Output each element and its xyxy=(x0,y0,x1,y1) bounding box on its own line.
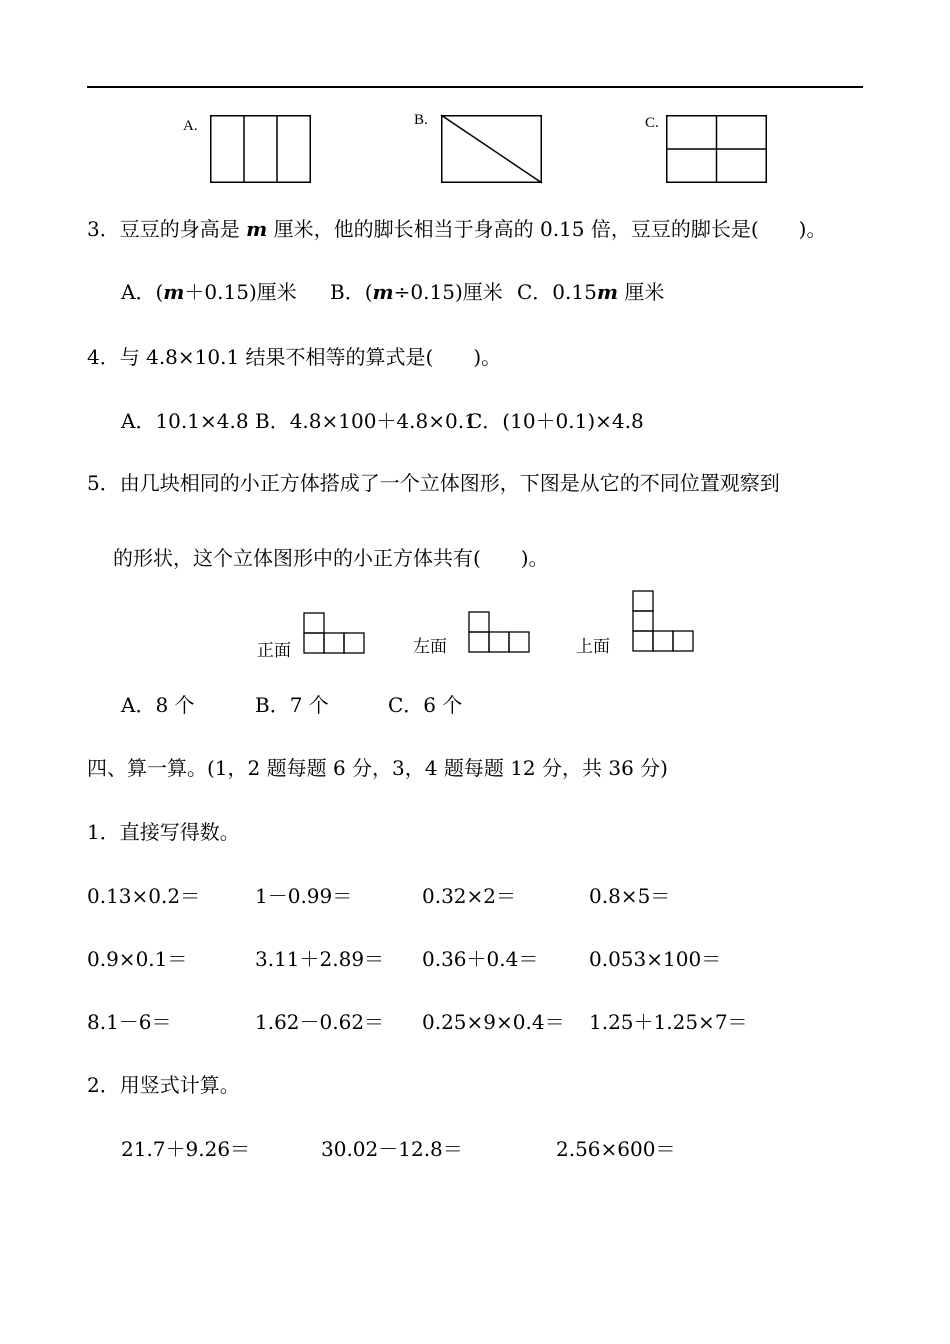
calc1-item: 1.25＋1.25×7＝ xyxy=(589,1010,748,1034)
q3-stem xyxy=(87,213,826,242)
q3-opt-b-post: ÷0.15)厘米 xyxy=(393,280,503,304)
calc1-item: 1－0.99＝ xyxy=(255,884,353,908)
q3-opt-a-post: ＋0.15)厘米 xyxy=(184,280,297,304)
calc2-title: 用竖式计算。 xyxy=(119,1073,240,1097)
q3-option-a xyxy=(121,276,297,305)
calc1-item: 3.11＋2.89＝ xyxy=(255,947,385,971)
calc1-item: 0.36＋0.4＝ xyxy=(422,947,539,971)
calc2-item: 21.7＋9.26＝ xyxy=(121,1137,251,1161)
q3-opt-b-pre: B．( xyxy=(330,280,373,304)
q5-stem-text1: 由几块相同的小正方体搭成了一个立体图形，下图是从它的不同位置观察到 xyxy=(119,471,780,495)
q4-option-b: B．4.8×100＋4.8×0.1 xyxy=(255,409,477,433)
q3-opt-c-post: 厘米 xyxy=(618,280,665,304)
calc1-title: 直接写得数。 xyxy=(119,820,240,844)
figure-a-rect-thirds xyxy=(210,115,311,183)
q3-opt-a-pre: A．( xyxy=(121,280,164,304)
view-left-label: 左面 xyxy=(413,637,447,657)
calc2-item: 2.56×600＝ xyxy=(556,1137,676,1161)
calc1-item: 1.62－0.62＝ xyxy=(255,1010,385,1034)
view-front-figure xyxy=(303,612,365,655)
q3-option-b xyxy=(330,276,503,305)
calc1-heading xyxy=(87,816,240,845)
q3-stem-a: 豆豆的身高是 xyxy=(119,217,247,241)
figure-c-label: C. xyxy=(645,115,659,131)
q5-option-b: B．7 个 xyxy=(255,693,329,717)
q4-number: 4． xyxy=(87,345,120,369)
q5-option-c: C．6 个 xyxy=(388,693,463,717)
q4-option-a: A．10.1×4.8 xyxy=(121,409,249,433)
figure-a-label: A. xyxy=(183,118,198,134)
q3-opt-a-var: m xyxy=(163,280,185,304)
q4-stem xyxy=(87,341,501,370)
q4-stem-text: 与 4.8×10.1 结果不相等的算式是( )。 xyxy=(119,345,502,369)
q5-option-a: A．8 个 xyxy=(121,693,195,717)
q4-option-c: C．(10＋0.1)×4.8 xyxy=(467,409,644,433)
q3-variable: m xyxy=(246,217,268,241)
view-top-figure xyxy=(632,590,694,652)
calc1-item: 0.8×5＝ xyxy=(589,884,671,908)
calc1-item: 0.32×2＝ xyxy=(422,884,517,908)
view-front-label: 正面 xyxy=(257,641,291,661)
q3-opt-c-var: m xyxy=(596,280,619,304)
calc1-item: 0.13×0.2＝ xyxy=(87,884,201,908)
calc1-item: 0.25×9×0.4＝ xyxy=(422,1010,565,1034)
q5-stem-line2: 的形状，这个立体图形中的小正方体共有( )。 xyxy=(113,546,549,570)
calc2-heading xyxy=(87,1069,240,1098)
q3-number: 3． xyxy=(87,217,120,241)
q3-option-c xyxy=(517,276,664,305)
q5-stem-line1 xyxy=(87,467,780,496)
section4-title: 四、算一算。(1，2 题每题 6 分，3，4 题每题 12 分，共 36 分) xyxy=(87,756,668,780)
calc2-item: 30.02－12.8＝ xyxy=(321,1137,463,1161)
q3-opt-b-var: m xyxy=(372,280,394,304)
calc1-item: 8.1－6＝ xyxy=(87,1010,172,1034)
q3-opt-c-pre: C．0.15 xyxy=(517,280,597,304)
figure-c-rect-quarters xyxy=(666,115,767,183)
view-top-label: 上面 xyxy=(576,637,610,657)
calc1-number: 1． xyxy=(87,820,120,844)
header-rule xyxy=(87,86,863,88)
q3-stem-b: 厘米，他的脚长相当于身高的 0.15 倍，豆豆的脚长是( )。 xyxy=(267,217,827,241)
q5-number: 5． xyxy=(87,471,120,495)
calc1-item: 0.053×100＝ xyxy=(589,947,722,971)
figure-b-label: B. xyxy=(414,112,428,128)
view-left-figure xyxy=(468,611,530,654)
figure-b-rect-diagonal xyxy=(441,115,542,183)
calc2-number: 2． xyxy=(87,1073,120,1097)
calc1-item: 0.9×0.1＝ xyxy=(87,947,188,971)
